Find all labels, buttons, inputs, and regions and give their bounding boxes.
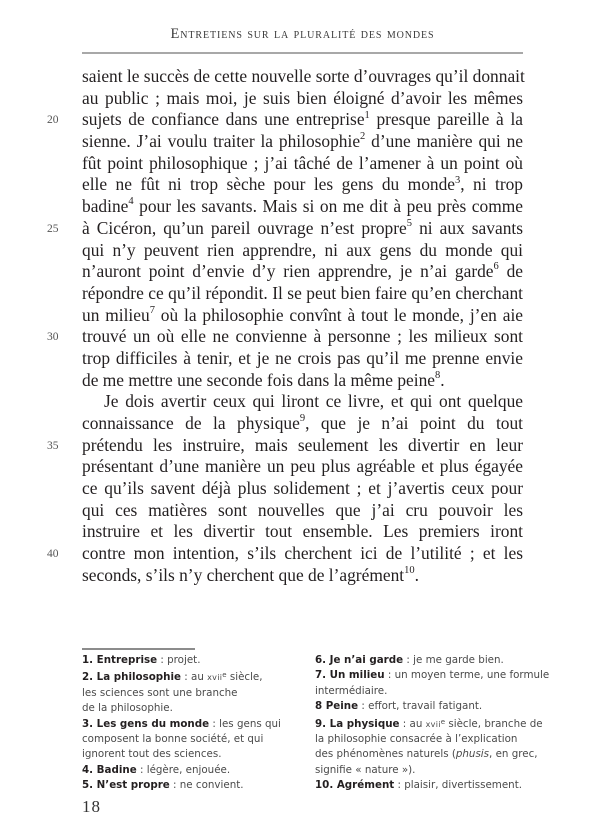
text-segment: saient le succès de cette nouvelle sorte d’ouvrages qu’il donnait — [82, 66, 525, 86]
footnote-reference[interactable]: 9 — [299, 413, 306, 425]
text-segment: seconds, s’ils n’y cherchent que de l’agrément — [82, 564, 405, 585]
footnote-line — [315, 732, 555, 747]
footnote-line — [315, 747, 555, 762]
footnote-definition: de la philosophie. — [82, 702, 173, 715]
footnote-item — [315, 778, 555, 793]
line-number: 40 — [47, 548, 59, 561]
footnote-term: 6. Je n’ai garde — [315, 654, 404, 666]
footnote-term: 2. La philosophie — [82, 671, 182, 684]
text-line — [82, 109, 523, 131]
text-segment: où la philosophie convînt à tout le monde, j’en aie — [154, 304, 523, 325]
footnote-definition: , en grec, — [489, 748, 538, 761]
text-line — [82, 500, 523, 522]
page-number: 18 — [82, 797, 101, 816]
text-segment: presque pareille à la — [369, 109, 523, 130]
footnote-term: 1. Entreprise — [82, 654, 158, 666]
text-segment: contre mon intention, s’ils cherchent ici de l’utilité ; et les — [82, 543, 523, 564]
footnote-line — [315, 653, 555, 668]
footnote-reference[interactable]: 6 — [493, 261, 499, 273]
text-line — [82, 261, 523, 283]
footnote-line — [82, 778, 312, 793]
text-line — [82, 370, 523, 392]
footnote-item — [82, 763, 312, 778]
footnote-line — [82, 653, 312, 668]
text-line — [82, 218, 523, 240]
text-line — [82, 543, 523, 565]
footnote-line — [82, 668, 312, 685]
text-line — [82, 153, 523, 175]
text-segment: . — [414, 564, 419, 585]
footnote-line — [315, 699, 555, 714]
footnote-line — [82, 747, 312, 762]
text-line — [82, 283, 523, 305]
footnote-item — [82, 717, 312, 763]
footnote-definition: des phénomènes naturels ( — [315, 748, 456, 761]
text-segment: n’auront point d’envie d’y rien apprendre, je n’ai garde — [82, 261, 494, 282]
text-line — [82, 391, 523, 413]
footnote-item — [315, 653, 555, 668]
text-segment: répondre ce qu’il répondit. Il se peut bien faire qu’en cherchant — [82, 282, 523, 303]
footnote-separator-rule — [82, 648, 195, 650]
text-line — [82, 88, 523, 110]
text-segment: qui n’y peuvent rien apprendre, ni aux gens du monde qui — [82, 239, 523, 260]
footnote-definition: siècle, branche de — [445, 717, 543, 730]
ordinal-suffix: e — [440, 717, 446, 726]
text-segment: trop difficiles à tenir, et je ne crois pas qu’il me prenne envie — [82, 347, 523, 368]
text-segment: au public ; mais moi, je suis bien éloigné d’avoir les mêmes — [82, 87, 523, 108]
text-segment: trouvé un où elle ne convienne à personne ; les milieux sont — [82, 326, 523, 347]
text-segment: fût point philosophique ; j’ai tâché de l’amener à un point où — [82, 152, 523, 173]
text-line — [82, 326, 523, 348]
text-segment: qui ces matières sont nouvelles que j’ai cru pouvoir les — [82, 499, 523, 520]
footnote-line — [82, 763, 312, 778]
text-segment: sienne. J’ai voulu traiter la philosophie — [82, 131, 361, 152]
footnote-definition: : plaisir, divertissement. — [394, 779, 523, 792]
footnote-term: 4. Badine — [82, 763, 137, 776]
footnote-term: 7. Un milieu — [315, 669, 385, 682]
footnote-item — [315, 715, 555, 779]
ordinal-suffix: e — [222, 671, 227, 680]
italic-term: phusis — [455, 748, 490, 761]
text-segment: connaissance de la physique — [82, 413, 300, 433]
footnote-definition: : au — [181, 671, 208, 684]
footnote-definition: : les gens qui — [209, 717, 281, 730]
text-line — [82, 478, 523, 500]
text-segment: sujets de confiance dans une entreprise — [82, 109, 365, 130]
text-line — [82, 413, 523, 435]
footnote-line — [82, 717, 312, 732]
footnote-reference[interactable]: 7 — [149, 304, 155, 316]
footnote-definition: siècle, — [226, 671, 263, 684]
running-head-title: Entretiens sur la pluralité des mondes — [170, 26, 435, 42]
text-segment: Je dois avertir ceux qui liront ce livre, et qui ont quelque — [104, 391, 523, 412]
text-segment: pour les savants. Mais si on me dit à peu près comme — [133, 196, 523, 217]
footnote-term: 5. N’est propre — [82, 779, 170, 792]
text-segment: ce qu’ils savent déjà plus solidement ; et j’avertis ceux pour — [82, 478, 523, 499]
footnote-definition: : je me garde bien. — [403, 654, 504, 666]
line-number: 20 — [47, 114, 59, 127]
footnote-reference[interactable]: 5 — [406, 218, 413, 230]
line-number: 30 — [47, 331, 59, 344]
text-line — [82, 196, 523, 218]
footnote-item — [315, 668, 555, 699]
text-line — [82, 240, 523, 262]
line-number: 35 — [47, 439, 59, 452]
footnote-line — [82, 701, 312, 716]
line-number: 25 — [47, 222, 59, 235]
text-line — [82, 348, 523, 370]
text-segment: de me mettre une seconde fois dans la même peine — [82, 369, 435, 390]
main-text-block — [82, 66, 523, 587]
text-segment: un milieu — [82, 304, 150, 325]
footnote-definition: : ne convient. — [169, 779, 244, 792]
text-line — [82, 131, 523, 153]
footnote-reference[interactable]: 3 — [455, 174, 461, 186]
footnote-definition: : projet. — [157, 654, 201, 666]
footnote-line — [315, 668, 555, 683]
footnote-item — [82, 778, 312, 793]
footnote-definition: composent la bonne société, et qui — [82, 733, 264, 746]
text-line — [82, 435, 523, 457]
text-line — [82, 456, 523, 478]
text-segment: ni aux savants — [412, 217, 523, 238]
footnote-term: 3. Les gens du monde — [82, 717, 210, 730]
footnote-line — [315, 778, 555, 793]
footnote-definition: intermédiaire. — [315, 684, 388, 697]
footnote-reference[interactable]: 1 — [364, 109, 370, 121]
text-segment: . — [440, 369, 445, 390]
text-segment: à Cicéron, qu’un pareil ouvrage n’est propre — [82, 217, 407, 238]
header-rule — [82, 52, 523, 54]
footnote-reference[interactable]: 2 — [360, 131, 366, 143]
footnote-term: 9. La physique — [315, 717, 400, 730]
text-line — [82, 521, 523, 543]
footnote-definition: : un moyen terme, une formule — [384, 669, 550, 682]
footnote-line — [315, 763, 555, 778]
footnote-definition: les sciences sont une branche — [82, 686, 238, 699]
century-numeral: xvii — [207, 673, 223, 683]
text-segment: prétendu les instruire, mais seulement les divertir en leur — [82, 434, 523, 455]
text-segment: , ni trop — [460, 174, 523, 195]
footnote-term: 8 Peine — [315, 700, 359, 713]
footnote-line — [82, 732, 312, 747]
footnote-reference[interactable]: 8 — [435, 369, 441, 381]
footnote-reference[interactable]: 4 — [128, 196, 134, 208]
text-segment: de — [498, 261, 523, 282]
text-segment: elle ne fût ni trop sèche pour les gens du monde — [82, 174, 456, 195]
footnotes-left-column — [82, 653, 312, 794]
text-line — [82, 305, 523, 327]
footnote-line — [315, 715, 555, 732]
footnote-item — [82, 668, 312, 716]
footnote-definition: : au — [399, 717, 426, 730]
text-segment: instruire et les divertir tout ensemble. Les premiers iront — [82, 521, 523, 542]
footnote-definition: : légère, enjouée. — [136, 763, 231, 776]
century-numeral: xvii — [425, 719, 441, 729]
text-line — [82, 66, 523, 88]
text-segment: , que je n’ai point du tout — [305, 413, 524, 433]
footnote-term: 10. Agrément — [315, 779, 395, 792]
text-segment: présentant d’une manière un peu plus agréable et plus égayée — [82, 456, 523, 477]
footnote-definition: la philosophie consacrée à l’explication — [315, 733, 518, 746]
footnote-line — [82, 686, 312, 701]
footnote-definition: ignorent tout des sciences. — [82, 748, 222, 761]
footnote-item — [82, 653, 312, 668]
footnote-line — [315, 684, 555, 699]
footnote-definition: : effort, travail fatigant. — [358, 700, 483, 713]
text-segment: d’une manière qui ne — [365, 131, 523, 152]
footnote-reference[interactable]: 10 — [404, 565, 415, 577]
footnote-definition: signifie « nature »). — [315, 763, 416, 776]
text-line — [82, 565, 523, 587]
text-segment: badine — [82, 196, 129, 217]
footnotes-right-column — [315, 653, 555, 794]
footnote-item — [315, 699, 555, 714]
text-line — [82, 174, 523, 196]
